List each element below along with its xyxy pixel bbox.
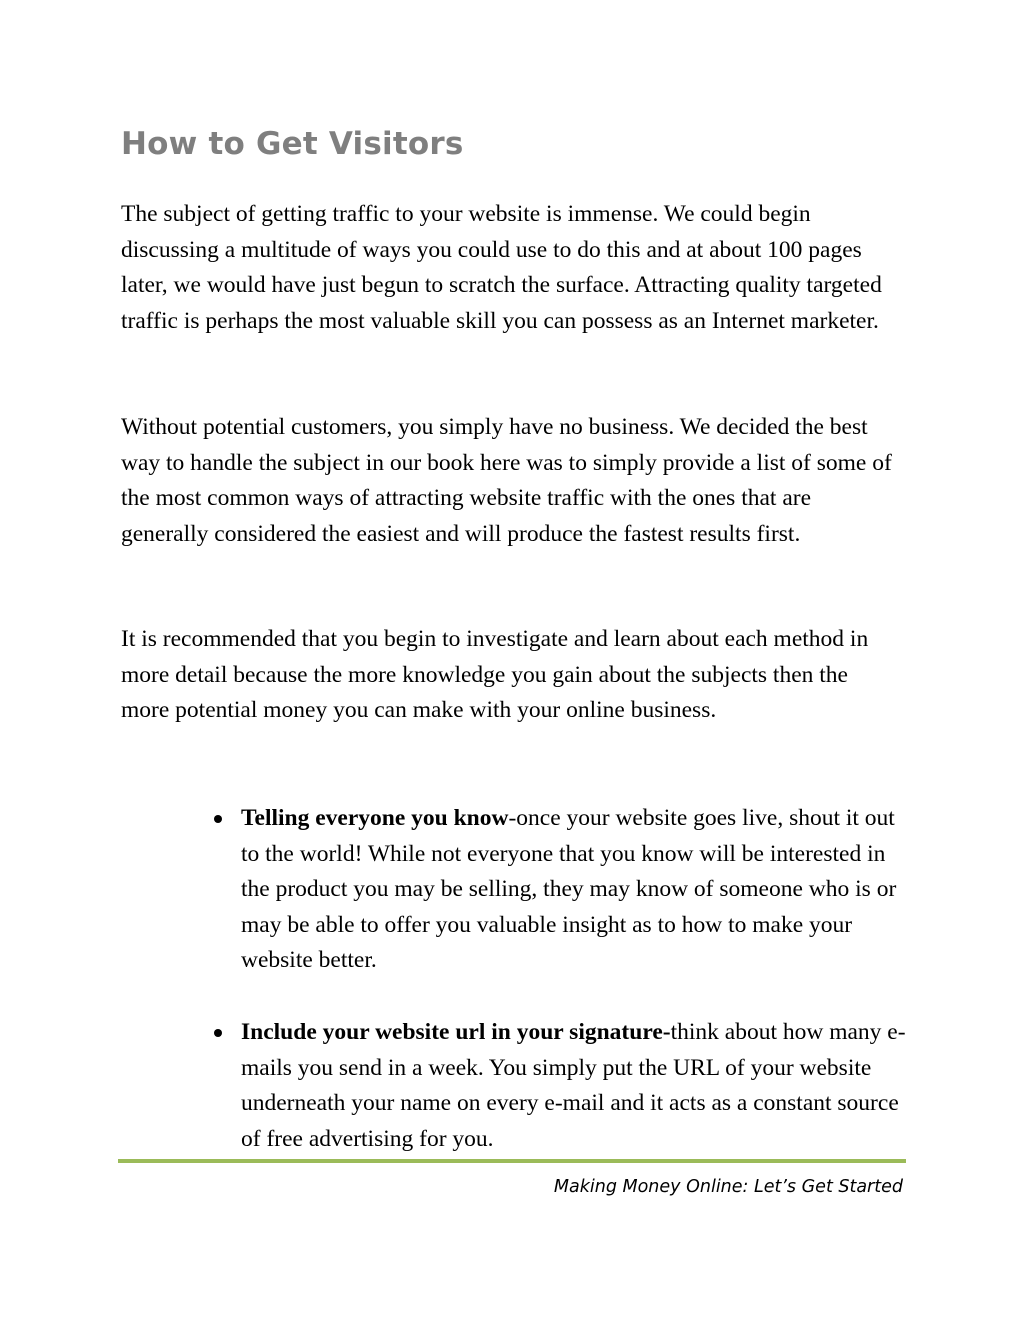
list-item-title: Telling everyone you know	[241, 805, 509, 831]
paragraph-recommendation: It is recommended that you begin to investigate and learn about each method in more detail because the more knowledge you gain about the subjects then the more potential money you can make with your online business.	[121, 626, 869, 723]
paragraph-customers: Without potential customers, you simply have no business. We decided the best way to handle the subject in our book here was to simply provide a list of some of the most common ways of attracting website traffic with the ones that are generally considered the easiest and will produce the fastest results first.	[121, 414, 892, 547]
list-item-text: -once your website goes live, shout it out to the world! While not everyone that you know will be interested in the product you may be selling, they may know of someone who is or may be able to offer you valuable insight as to how to make your website better.	[241, 805, 897, 973]
footer-book-title: Making Money Online: Let’s Get Started	[553, 1177, 903, 1197]
list-item-text: think about how many e-mails you send in a week. You simply put the URL of your website underneath your name on every e-mail and it acts as a constant source of free advertising for you.	[241, 1019, 906, 1152]
bullet-icon	[214, 1029, 222, 1037]
list-item	[241, 1015, 906, 1157]
page-title: How to Get Visitors	[121, 126, 464, 162]
footer-divider	[118, 1159, 906, 1163]
list-item-title: Include your website url in your signature-	[241, 1019, 671, 1045]
bullet-icon	[214, 815, 222, 823]
list-item	[241, 801, 906, 979]
paragraph-intro: The subject of getting traffic to your website is immense. We could begin discussing a multitude of ways you could use to do this and at about 100 pages later, we would have just begun to scratch the surface. Attracting quality targeted traffic is perhaps the most valuable skill you can possess as an Internet marketer.	[121, 201, 882, 334]
